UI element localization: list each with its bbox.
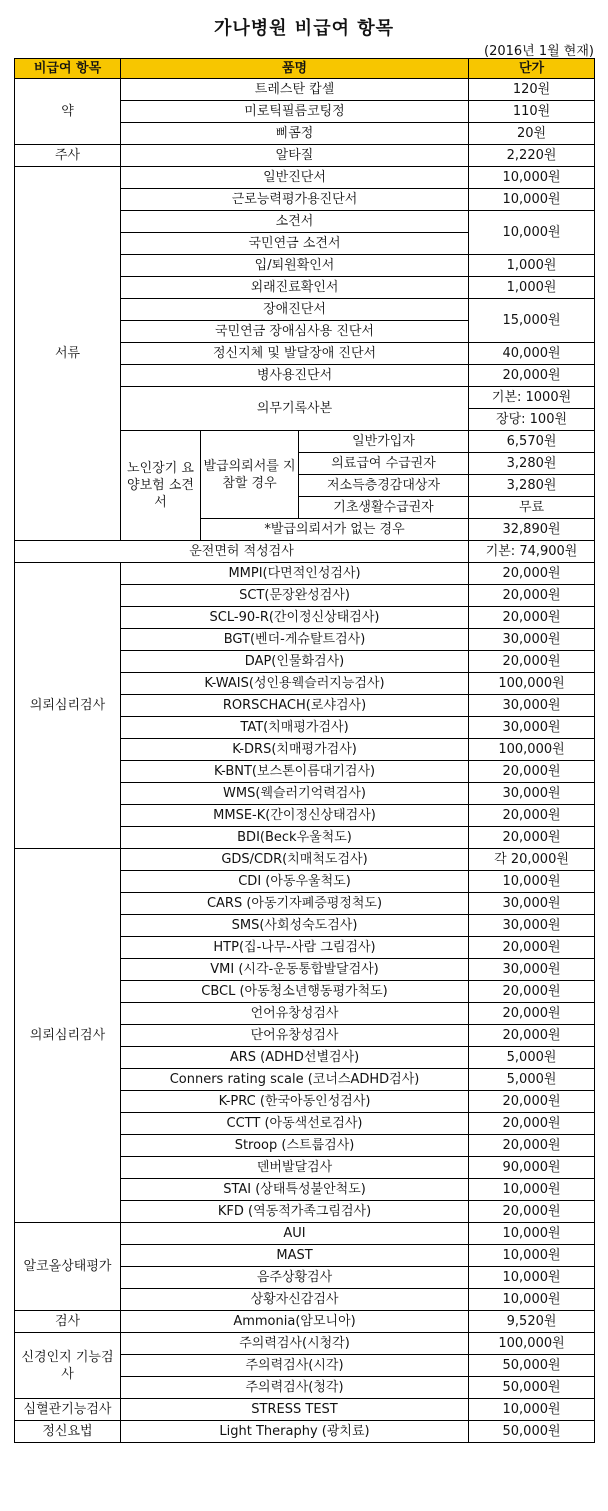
price-cell: 장당: 100원 [469,409,595,431]
item-cell: WMS(웩슬러기억력검사) [121,783,469,805]
item-cell: TAT(치매평가검사) [121,717,469,739]
price-cell: 10,000원 [469,167,595,189]
price-cell: 40,000원 [469,343,595,365]
price-cell: 3,280원 [469,453,595,475]
item-cell: 정신지체 및 발달장애 진단서 [121,343,469,365]
price-cell: 5,000원 [469,1047,595,1069]
item-cell: 의료급여 수급권자 [299,453,469,475]
item-cell: Stroop (스트룹검사) [121,1135,469,1157]
item-cell: CARS (아동기자폐증평정척도) [121,893,469,915]
item-cell: 기초생활수급권자 [299,497,469,519]
price-cell: 20,000원 [469,981,595,1003]
item-cell: 미로틱필름코팅정 [121,101,469,123]
category-cell: 서류 [15,167,121,541]
price-cell: 20,000원 [469,585,595,607]
item-cell: KFD (역동적가족그림검사) [121,1201,469,1223]
price-cell: 10,000원 [469,189,595,211]
date-note: (2016년 1월 현재) [484,44,594,59]
item-cell: RORSCHACH(로샤검사) [121,695,469,717]
price-cell: 50,000원 [469,1421,595,1443]
price-cell: 10,000원 [469,1289,595,1311]
table-row [15,541,595,563]
price-cell: 32,890원 [469,519,595,541]
price-cell: 20,000원 [469,651,595,673]
category-cell: 정신요법 [15,1421,121,1443]
price-cell: 5,000원 [469,1069,595,1091]
price-cell: 110원 [469,101,595,123]
ltc-label-cell: 노인장기 요양보험 소견서 [121,431,201,541]
price-cell: 9,520원 [469,1311,595,1333]
table-row [15,1223,595,1245]
item-cell: 알타질 [121,145,469,167]
item-cell: MMSE-K(간이정신상태검사) [121,805,469,827]
item-cell: K-BNT(보스톤이름대기검사) [121,761,469,783]
table-row [15,563,595,585]
price-cell: 20,000원 [469,365,595,387]
price-cell: 각 20,000원 [469,849,595,871]
item-cell: STAI (상태특성불안척도) [121,1179,469,1201]
item-cell: SCL-90-R(간이정신상태검사) [121,607,469,629]
table-row [15,167,595,189]
item-cell: SCT(문장완성검사) [121,585,469,607]
item-cell: HTP(집-나무-사람 그림검사) [121,937,469,959]
price-cell: 20,000원 [469,607,595,629]
item-cell: 음주상황검사 [121,1267,469,1289]
price-cell: 20,000원 [469,761,595,783]
header-row [15,59,595,79]
price-cell: 20,000원 [469,1113,595,1135]
item-cell: AUI [121,1223,469,1245]
price-cell: 1,000원 [469,277,595,299]
price-cell: 120원 [469,79,595,101]
item-cell: K-DRS(치매평가검사) [121,739,469,761]
table-row [15,79,595,101]
price-cell: 20,000원 [469,805,595,827]
price-cell: 30,000원 [469,783,595,805]
header-category: 비급여 항목 [15,59,121,79]
item-cell: 외래진료확인서 [121,277,469,299]
price-cell: 20,000원 [469,1201,595,1223]
item-cell: Ammonia(암모니아) [121,1311,469,1333]
price-table [14,58,595,1443]
item-cell: ARS (ADHD선별검사) [121,1047,469,1069]
item-cell: STRESS TEST [121,1399,469,1421]
price-cell: 20,000원 [469,563,595,585]
item-cell: VMI (시각-운동통합발달검사) [121,959,469,981]
price-cell: 30,000원 [469,695,595,717]
category-cell: 신경인지 기능검사 [15,1333,121,1399]
item-cell: GDS/CDR(치매척도검사) [121,849,469,871]
price-cell: 20,000원 [469,1003,595,1025]
price-cell: 90,000원 [469,1157,595,1179]
price-cell: 6,570원 [469,431,595,453]
table-row [15,1399,595,1421]
price-cell: 10,000원 [469,1267,595,1289]
price-cell: 30,000원 [469,717,595,739]
price-cell: 100,000원 [469,1333,595,1355]
item-cell: 국민연금 소견서 [121,233,469,255]
price-cell: 30,000원 [469,893,595,915]
item-cell: 상황자신감검사 [121,1289,469,1311]
price-cell: 10,000원 [469,211,595,255]
item-cell: 덴버발달검사 [121,1157,469,1179]
category-cell: 알코올상태평가 [15,1223,121,1311]
price-cell: 15,000원 [469,299,595,343]
price-cell: 10,000원 [469,1179,595,1201]
price-cell: 기본: 1000원 [469,387,595,409]
item-cell: 장애진단서 [121,299,469,321]
item-cell: 국민연금 장애심사용 진단서 [121,321,469,343]
item-cell: Conners rating scale (코너스ADHD검사) [121,1069,469,1091]
item-cell: 단어유창성검사 [121,1025,469,1047]
item-cell: 주의력검사(시각) [121,1355,469,1377]
item-cell: 언어유창성검사 [121,1003,469,1025]
item-cell: K-WAIS(성인용웩슬러지능검사) [121,673,469,695]
price-cell: 10,000원 [469,1399,595,1421]
price-cell: 10,000원 [469,871,595,893]
price-cell: 20,000원 [469,1135,595,1157]
table-row [15,1421,595,1443]
price-cell: 3,280원 [469,475,595,497]
item-cell: 주의력검사(시청각) [121,1333,469,1355]
item-cell: 삐콤정 [121,123,469,145]
price-cell: 2,220원 [469,145,595,167]
table-row [15,1311,595,1333]
category-cell: 약 [15,79,121,145]
price-cell: 100,000원 [469,739,595,761]
price-cell: 10,000원 [469,1245,595,1267]
item-cell: CDI (아동우울척도) [121,871,469,893]
item-cell: MAST [121,1245,469,1267]
price-cell: 20,000원 [469,1091,595,1113]
price-cell: 10,000원 [469,1223,595,1245]
price-cell: 20,000원 [469,937,595,959]
category-cell: 심혈관기능검사 [15,1399,121,1421]
item-cell: Light Theraphy (광치료) [121,1421,469,1443]
category-cell: 의뢰심리검사 [15,849,121,1223]
item-cell: 입/퇴원확인서 [121,255,469,277]
item-cell: 저소득층경감대상자 [299,475,469,497]
item-cell: 트레스탄 캅셀 [121,79,469,101]
price-cell: 30,000원 [469,629,595,651]
item-cell: 일반진단서 [121,167,469,189]
price-cell: 30,000원 [469,959,595,981]
item-cell: MMPI(다면적인성검사) [121,563,469,585]
item-cell: 소견서 [121,211,469,233]
item-cell: 병사용진단서 [121,365,469,387]
item-cell: SMS(사회성숙도검사) [121,915,469,937]
header-item: 품명 [121,59,469,79]
header-price: 단가 [469,59,595,79]
price-cell: 50,000원 [469,1377,595,1399]
category-cell: 검사 [15,1311,121,1333]
category-cell: 의뢰심리검사 [15,563,121,849]
table-row [15,145,595,167]
item-cell: BDI(Beck우울척도) [121,827,469,849]
category-cell: 주사 [15,145,121,167]
item-cell: CBCL (아동청소년행동평가척도) [121,981,469,1003]
price-cell: 20원 [469,123,595,145]
item-cell: CCTT (아동색선로검사) [121,1113,469,1135]
ltc-with-request-cell: 발급의뢰서를 지참할 경우 [201,431,299,519]
table-row [15,1333,595,1355]
price-cell: 무료 [469,497,595,519]
table-row [15,849,595,871]
price-cell: 50,000원 [469,1355,595,1377]
item-cell: 의무기록사본 [121,387,469,431]
item-cell: *발급의뢰서가 없는 경우 [201,519,469,541]
price-cell: 100,000원 [469,673,595,695]
item-cell: 일반가입자 [299,431,469,453]
page-title: 가나병원 비급여 항목 [213,18,395,39]
price-cell: 1,000원 [469,255,595,277]
price-cell: 30,000원 [469,915,595,937]
item-cell: 주의력검사(청각) [121,1377,469,1399]
item-cell: 근로능력평가용진단서 [121,189,469,211]
item-cell: BGT(벤더-게슈탈트검사) [121,629,469,651]
price-cell: 20,000원 [469,827,595,849]
item-cell: 운전면허 적성검사 [15,541,469,563]
price-cell: 기본: 74,900원 [469,541,595,563]
price-cell: 20,000원 [469,1025,595,1047]
item-cell: DAP(인물화검사) [121,651,469,673]
item-cell: K-PRC (한국아동인성검사) [121,1091,469,1113]
